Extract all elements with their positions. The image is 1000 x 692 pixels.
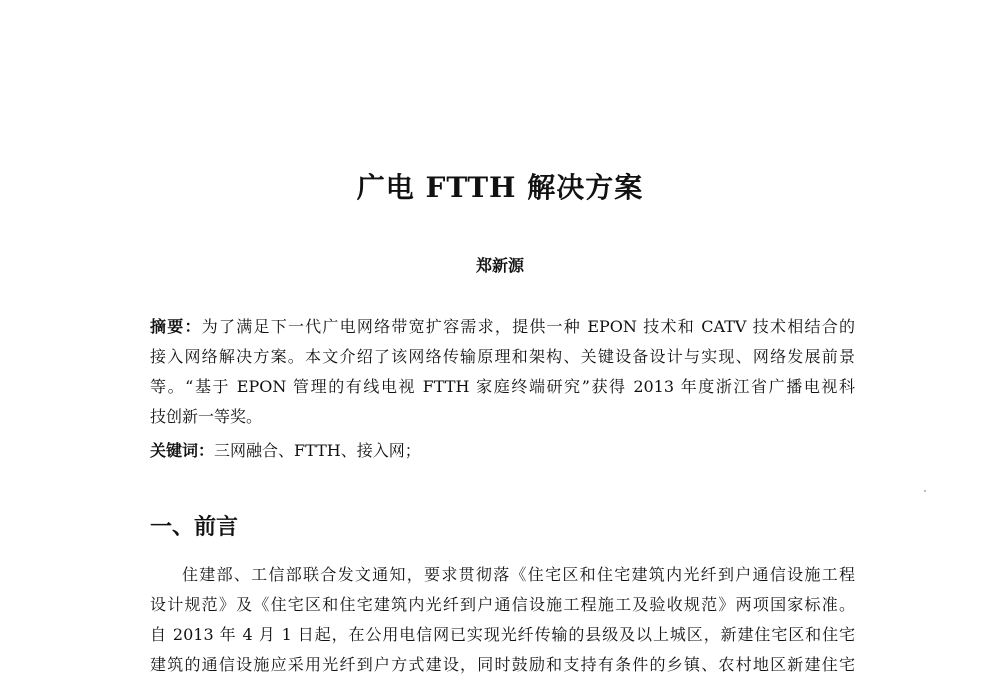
keywords-line — [150, 436, 855, 466]
keywords-paragraph — [150, 436, 855, 466]
abstract-paragraph — [150, 312, 855, 432]
body-paragraph — [150, 560, 855, 692]
scan-speck — [924, 490, 926, 492]
abstract-line: 接入网络解决方案。本文介绍了该网络传输原理和架构、关键设备设计与实现、网络发展前景 — [150, 347, 855, 366]
body-line: 设计规范》及《住宅区和住宅建筑内光纤到户通信设施工程施工及验收规范》两项国家标准。 — [150, 595, 855, 614]
abstract-line-text: 为了满足下一代广电网络带宽扩容需求，提供一种 EPON 技术和 CATV 技术相结合的 — [201, 317, 855, 336]
document-title: 广电 FTTH 解决方案 — [356, 171, 644, 204]
keywords-text: 三网融合、FTTH、接入网； — [214, 441, 421, 460]
abstract-line: 等。“基于 EPON 管理的有线电视 FTTH 家庭终端研究”获得 2013 年度浙江省广播电视科 — [150, 377, 855, 396]
abstract-line: 技创新一等奖。 — [150, 407, 263, 426]
keywords-label: 关键词： — [150, 441, 215, 460]
body-line: 建筑的通信设施应采用光纤到户方式建设，同时鼓励和支持有条件的乡镇、农村地区新建住宅 — [150, 655, 855, 674]
body-line: 住建部、工信部联合发文通知，要求贯彻落《住宅区和住宅建筑内光纤到户通信设施工程 — [182, 565, 855, 584]
body-line: 自 2013 年 4 月 1 日起，在公用电信网已实现光纤传输的县级及以上城区，新建住宅区和住宅 — [150, 625, 855, 644]
abstract-label: 摘要： — [150, 317, 202, 336]
author-name: 郑新源 — [475, 256, 524, 275]
section-heading: 一、前言 — [150, 514, 239, 540]
abstract-line — [150, 312, 855, 342]
